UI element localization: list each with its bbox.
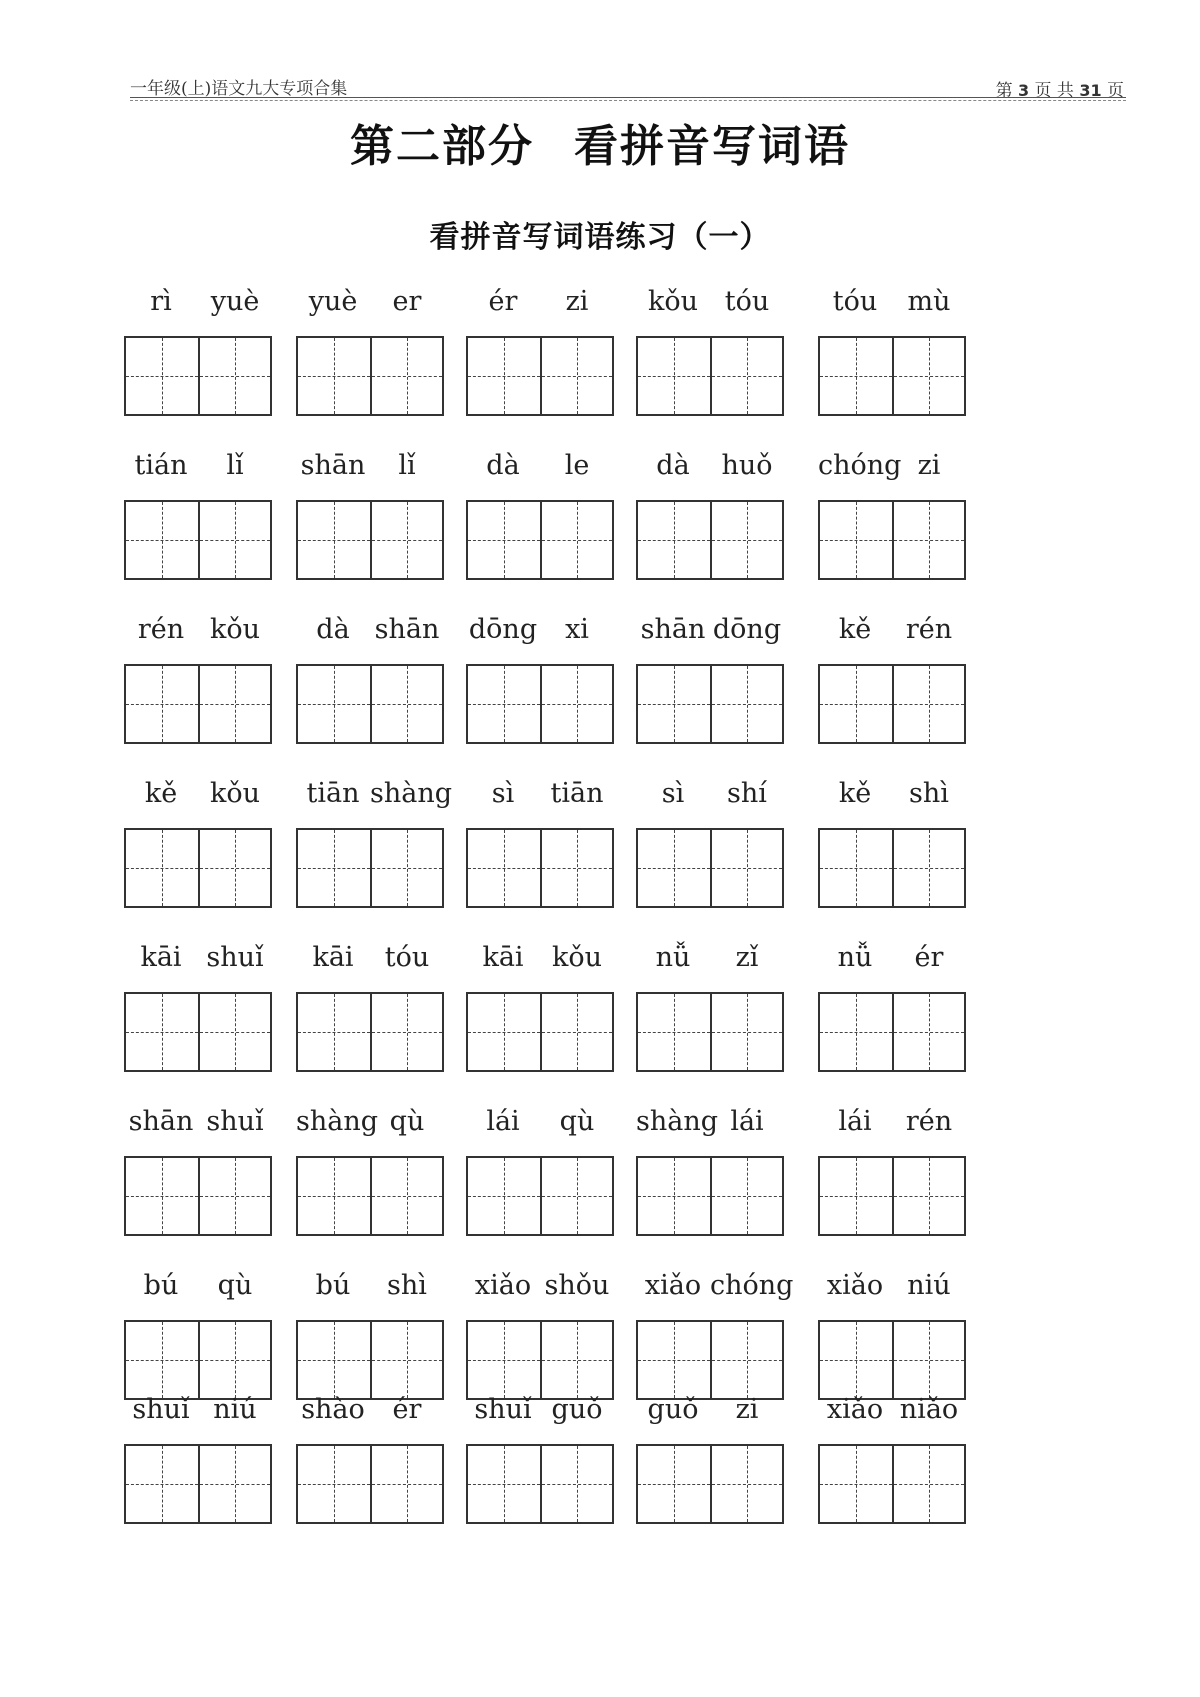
writing-cell[interactable] [126,338,198,414]
writing-cell[interactable] [468,830,540,906]
writing-cell[interactable] [126,830,198,906]
pinyin-syllable: shì [909,778,949,809]
writing-cell[interactable] [710,994,782,1070]
writing-cell[interactable] [198,1446,270,1522]
writing-cell[interactable] [638,994,710,1070]
writing-grid[interactable] [296,500,444,580]
pinyin-syllable: er [392,286,422,317]
writing-cell[interactable] [710,666,782,742]
pinyin-syllable: ér [914,942,944,973]
writing-grid[interactable] [818,992,966,1072]
writing-cell[interactable] [710,1446,782,1522]
pinyin-syllable: zi [917,450,941,481]
pinyin-syllable: kě [144,778,178,809]
pinyin-syllable: tóu [384,942,430,973]
writing-grid[interactable] [818,664,966,744]
writing-cell[interactable] [710,830,782,906]
pinyin-syllable: shàng [296,1106,379,1137]
pinyin-syllable: tián [134,450,188,481]
writing-cell[interactable] [540,338,612,414]
pinyin-syllable: qù [559,1106,595,1137]
pinyin-syllable: sì [491,778,515,809]
pinyin-label [636,942,784,978]
writing-grid[interactable] [818,1444,966,1524]
writing-cell[interactable] [468,338,540,414]
writing-cell[interactable] [198,830,270,906]
pinyin-syllable: shì [387,1270,427,1301]
writing-cell[interactable] [638,666,710,742]
pinyin-label [296,1270,444,1306]
pinyin-label [466,450,614,486]
pinyin-label [124,614,272,650]
pinyin-syllable: shào [301,1394,365,1425]
pinyin-syllable: zi [565,286,589,317]
writing-cell[interactable] [298,1158,370,1234]
pinyin-syllable: shān [128,1106,194,1137]
pinyin-label [636,1270,794,1306]
writing-grid[interactable] [818,500,966,580]
pinyin-label [466,1394,614,1430]
pinyin-syllable: kāi [140,942,182,973]
writing-cell[interactable] [126,1158,198,1234]
writing-cell[interactable] [892,338,964,414]
pinyin-syllable: le [564,450,590,481]
writing-cell[interactable] [298,502,370,578]
pinyin-syllable: lǐ [398,450,416,481]
writing-grid[interactable] [466,828,614,908]
pinyin-syllable: dà [486,450,520,481]
pinyin-syllable: zi [735,1394,759,1425]
writing-cell[interactable] [892,1446,964,1522]
writing-cell[interactable] [638,338,710,414]
pinyin-syllable: qù [389,1106,425,1137]
writing-cell[interactable] [638,1158,710,1234]
writing-cell[interactable] [638,830,710,906]
writing-cell[interactable] [468,1322,540,1398]
pinyin-label [296,942,444,978]
writing-grid[interactable] [466,1444,614,1524]
pinyin-label [296,450,444,486]
writing-grid[interactable] [124,500,272,580]
writing-cell[interactable] [892,666,964,742]
writing-cell[interactable] [370,994,442,1070]
writing-grid[interactable] [124,828,272,908]
pinyin-syllable: kāi [482,942,524,973]
writing-grid[interactable] [636,992,784,1072]
writing-cell[interactable] [540,994,612,1070]
page-middle: 页 共 [1034,81,1074,101]
pinyin-syllable: shàng [370,778,453,809]
pinyin-syllable: xiǎo [644,1270,702,1301]
writing-cell[interactable] [540,502,612,578]
writing-cell[interactable] [468,666,540,742]
writing-cell[interactable] [198,666,270,742]
writing-grid[interactable] [296,1156,444,1236]
pinyin-label [818,778,966,814]
pinyin-syllable: lǐ [226,450,244,481]
pinyin-syllable: niú [907,1270,951,1301]
writing-grid[interactable] [124,664,272,744]
writing-cell[interactable] [126,1446,198,1522]
writing-cell[interactable] [370,1322,442,1398]
writing-cell[interactable] [370,502,442,578]
writing-cell[interactable] [468,994,540,1070]
writing-cell[interactable] [892,830,964,906]
writing-cell[interactable] [126,994,198,1070]
writing-cell[interactable] [820,338,892,414]
title-name: 看拼音写词语 [574,121,850,172]
pinyin-syllable: mù [907,286,951,317]
pinyin-label [818,450,966,486]
pinyin-label [636,450,784,486]
writing-cell[interactable] [820,666,892,742]
pinyin-syllable: ér [488,286,518,317]
writing-cell[interactable] [710,502,782,578]
pinyin-syllable: ér [392,1394,422,1425]
pinyin-syllable: shān [374,614,440,645]
writing-grid[interactable] [296,828,444,908]
pinyin-syllable: shí [727,778,767,809]
writing-cell[interactable] [540,666,612,742]
writing-cell[interactable] [370,830,442,906]
writing-grid[interactable] [636,1156,784,1236]
pinyin-label [296,1106,444,1142]
writing-cell[interactable] [198,502,270,578]
writing-cell[interactable] [126,1322,198,1398]
pinyin-label [124,942,272,978]
pinyin-syllable: lái [730,1106,764,1137]
writing-cell[interactable] [540,830,612,906]
pinyin-label [296,1394,444,1430]
writing-grid[interactable] [124,1156,272,1236]
writing-cell[interactable] [892,994,964,1070]
writing-grid[interactable] [818,828,966,908]
pinyin-syllable: dà [316,614,350,645]
writing-grid[interactable] [124,336,272,416]
pinyin-label [466,1106,614,1142]
pinyin-label [636,286,784,322]
pinyin-syllable: lái [838,1106,872,1137]
writing-cell[interactable] [892,502,964,578]
pinyin-syllable: shàng [636,1106,719,1137]
pinyin-label [124,286,272,322]
pinyin-label [124,1106,272,1142]
pinyin-syllable: kě [838,614,872,645]
writing-grid[interactable] [124,1320,272,1400]
pinyin-syllable: nǚ [655,942,691,973]
pinyin-syllable: yuè [210,286,260,317]
writing-cell[interactable] [198,1158,270,1234]
pinyin-syllable: kāi [312,942,354,973]
pinyin-syllable: kǒu [209,614,260,645]
pinyin-label [296,778,453,814]
pinyin-syllable: guǒ [647,1394,699,1425]
writing-cell[interactable] [820,830,892,906]
writing-cell[interactable] [468,502,540,578]
writing-grid[interactable] [636,828,784,908]
pinyin-label [466,778,614,814]
writing-cell[interactable] [370,666,442,742]
writing-cell[interactable] [820,1322,892,1398]
writing-grid[interactable] [466,1320,614,1400]
pinyin-label [466,942,614,978]
pinyin-syllable: kě [838,778,872,809]
writing-cell[interactable] [468,1446,540,1522]
writing-grid[interactable] [818,1156,966,1236]
writing-cell[interactable] [892,1158,964,1234]
writing-cell[interactable] [298,338,370,414]
writing-grid[interactable] [296,992,444,1072]
pinyin-syllable: huǒ [721,450,773,481]
pinyin-syllable: nǚ [837,942,873,973]
writing-cell[interactable] [820,502,892,578]
pinyin-syllable: chóng [818,450,902,481]
writing-grid[interactable] [636,1444,784,1524]
writing-grid[interactable] [466,336,614,416]
writing-grid[interactable] [636,500,784,580]
pinyin-label [466,286,614,322]
pinyin-label [296,286,444,322]
writing-cell[interactable] [540,1446,612,1522]
writing-grid[interactable] [466,500,614,580]
pinyin-syllable: kǒu [209,778,260,809]
writing-cell[interactable] [298,994,370,1070]
pinyin-syllable: lái [486,1106,520,1137]
pinyin-label [124,778,272,814]
pinyin-label [466,1270,614,1306]
pinyin-syllable: xi [565,614,589,645]
pinyin-label [296,614,444,650]
pinyin-syllable: rén [905,614,953,645]
pinyin-syllable: shuǐ [474,1394,532,1425]
writing-grid[interactable] [636,1320,784,1400]
pinyin-label [124,450,272,486]
page-prefix: 第 [995,81,1013,101]
writing-cell[interactable] [820,994,892,1070]
pinyin-syllable: shuǐ [206,942,264,973]
pinyin-syllable: xiǎo [826,1394,884,1425]
writing-cell[interactable] [540,1322,612,1398]
pinyin-syllable: rì [150,286,172,317]
writing-cell[interactable] [298,1446,370,1522]
writing-grid[interactable] [296,664,444,744]
writing-cell[interactable] [710,1322,782,1398]
pinyin-syllable: niǎo [899,1394,959,1425]
writing-cell[interactable] [198,338,270,414]
total-pages: 31 [1079,81,1102,100]
writing-grid[interactable] [296,336,444,416]
pinyin-syllable: rén [137,614,185,645]
pinyin-syllable: rén [905,1106,953,1137]
pinyin-label [636,778,784,814]
pinyin-syllable: niú [213,1394,257,1425]
exercise-subtitle: 看拼音写词语练习（一） [429,220,771,255]
pinyin-syllable: chóng [710,1270,794,1301]
writing-cell[interactable] [198,1322,270,1398]
pinyin-label [636,614,784,650]
pinyin-label [818,942,966,978]
pinyin-syllable: zǐ [735,942,759,973]
writing-grid[interactable] [636,664,784,744]
writing-cell[interactable] [638,502,710,578]
pinyin-syllable: dōng [468,614,538,645]
writing-cell[interactable] [126,666,198,742]
pinyin-syllable: shǒu [544,1270,610,1301]
pinyin-syllable: tóu [724,286,770,317]
writing-grid[interactable] [124,1444,272,1524]
writing-grid[interactable] [466,664,614,744]
pinyin-label [818,286,966,322]
page-suffix: 页 [1107,81,1124,101]
header-divider [130,97,1126,101]
writing-cell[interactable] [820,1158,892,1234]
writing-grid[interactable] [466,992,614,1072]
writing-cell[interactable] [126,502,198,578]
writing-cell[interactable] [298,1322,370,1398]
writing-grid[interactable] [124,992,272,1072]
pinyin-syllable: tóu [832,286,878,317]
pinyin-syllable: yuè [308,286,358,317]
pinyin-syllable: bú [143,1270,179,1301]
pinyin-syllable: dà [656,450,690,481]
writing-cell[interactable] [370,338,442,414]
writing-grid[interactable] [818,1320,966,1400]
pinyin-label [466,614,614,650]
writing-cell[interactable] [820,1446,892,1522]
writing-grid[interactable] [636,336,784,416]
writing-grid[interactable] [296,1444,444,1524]
writing-cell[interactable] [298,666,370,742]
pinyin-syllable: kǒu [551,942,602,973]
writing-cell[interactable] [370,1158,442,1234]
pinyin-label [124,1394,272,1430]
pinyin-syllable: shuǐ [206,1106,264,1137]
pinyin-label [636,1394,784,1430]
pinyin-label [818,614,966,650]
pinyin-syllable: shān [300,450,366,481]
writing-cell[interactable] [892,1322,964,1398]
pinyin-syllable: xiǎo [474,1270,532,1301]
title-part: 第二部分 [350,121,534,172]
pinyin-label [818,1270,966,1306]
pinyin-syllable: bú [315,1270,351,1301]
pinyin-syllable: guǒ [551,1394,603,1425]
writing-cell[interactable] [710,338,782,414]
pinyin-label [124,1270,272,1306]
pinyin-syllable: shuǐ [132,1394,190,1425]
writing-cell[interactable] [638,1446,710,1522]
current-page: 3 [1017,81,1030,100]
pinyin-syllable: tiān [306,778,360,809]
pinyin-syllable: dōng [712,614,782,645]
writing-cell[interactable] [710,1158,782,1234]
writing-grid[interactable] [296,1320,444,1400]
writing-cell[interactable] [298,830,370,906]
page-title [0,110,1200,174]
writing-cell[interactable] [540,1158,612,1234]
pinyin-syllable: sì [661,778,685,809]
pinyin-syllable: kǒu [647,286,698,317]
pinyin-syllable: tiān [550,778,604,809]
pinyin-syllable: qù [217,1270,253,1301]
writing-cell[interactable] [638,1322,710,1398]
document-header-title: 一年级(上)语文九大专项合集 [130,79,348,99]
pinyin-label [818,1106,966,1142]
writing-grid[interactable] [466,1156,614,1236]
writing-cell[interactable] [198,994,270,1070]
pinyin-label [818,1394,966,1430]
pinyin-syllable: xiǎo [826,1270,884,1301]
pinyin-label [636,1106,784,1142]
writing-cell[interactable] [468,1158,540,1234]
pinyin-syllable: shān [640,614,706,645]
writing-cell[interactable] [370,1446,442,1522]
writing-grid[interactable] [818,336,966,416]
